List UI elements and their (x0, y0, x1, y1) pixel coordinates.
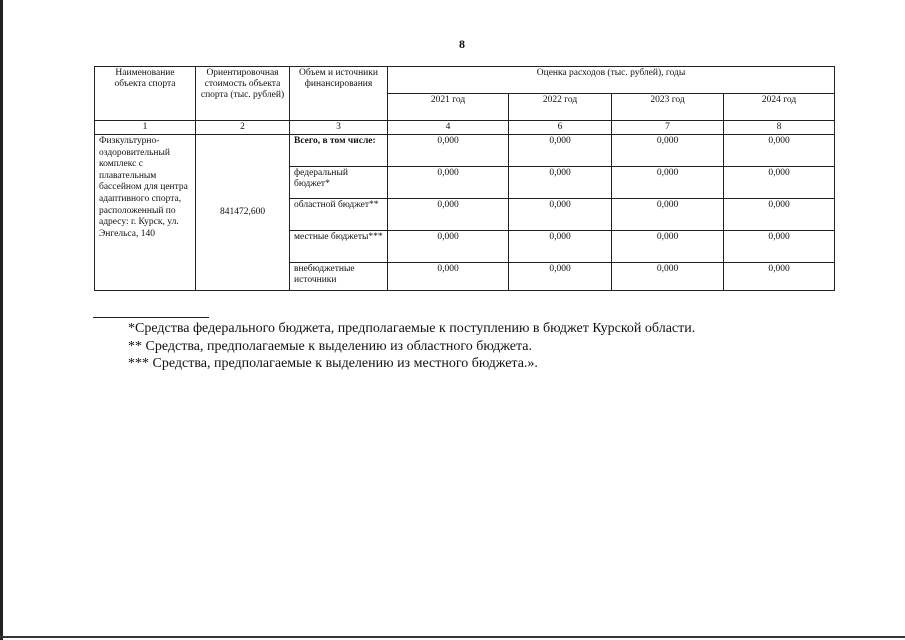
header-year: 2022 год (509, 94, 612, 121)
footnote-separator (93, 317, 209, 318)
value-cell: 0,000 (388, 135, 509, 167)
source-local: местные бюджеты*** (290, 231, 388, 263)
column-number: 2 (196, 121, 290, 135)
value-cell: 0,000 (388, 231, 509, 263)
header-year: 2021 год (388, 94, 509, 121)
value-cell: 0,000 (724, 231, 835, 263)
value-cell: 0,000 (509, 263, 612, 291)
column-number: 3 (290, 121, 388, 135)
value-cell: 0,000 (612, 199, 724, 231)
value-cell: 0,000 (509, 135, 612, 167)
header-year: 2023 год (612, 94, 724, 121)
page-number: 8 (459, 37, 465, 51)
column-number-row (95, 121, 835, 135)
column-number: 1 (95, 121, 196, 135)
value-cell: 0,000 (509, 199, 612, 231)
value-cell: 0,000 (724, 263, 835, 291)
footnotes (128, 320, 828, 373)
value-cell: 0,000 (612, 135, 724, 167)
header-financing: Объем и источники финансирования (290, 67, 388, 121)
value-cell: 0,000 (724, 199, 835, 231)
column-number: 8 (724, 121, 835, 135)
scan-bottom-edge (0, 636, 905, 638)
object-cost-cell: 841472,600 (196, 135, 290, 291)
column-number: 6 (509, 121, 612, 135)
column-number: 7 (612, 121, 724, 135)
header-object-name: Наименование объекта спорта (95, 67, 196, 121)
footnote-federal: *Средства федерального бюджета, предполагаемые к поступлению в бюджет Курской области. (128, 321, 696, 336)
object-name-cell: Физкультурно-оздоровительный комплекс с плавательным бассейном для центра адаптивного спорта, расположенный по адресу: г. Курск, ул. Энгельса, 140 (95, 135, 196, 291)
header-year: 2024 год (724, 94, 835, 121)
footnote-regional: ** Средства, предполагаемые к выделению из областного бюджета. (128, 338, 532, 354)
value-cell: 0,000 (388, 199, 509, 231)
value-cell: 0,000 (509, 167, 612, 199)
scan-left-edge (0, 0, 3, 640)
value-cell: 0,000 (612, 263, 724, 291)
value-cell: 0,000 (724, 135, 835, 167)
source-federal: федеральный бюджет* (290, 167, 388, 199)
budget-table (94, 66, 835, 291)
header-expense-estimate: Оценка расходов (тыс. рублей), годы (388, 67, 835, 94)
source-regional: областной бюджет** (290, 199, 388, 231)
value-cell: 0,000 (388, 263, 509, 291)
source-total: Всего, в том числе: (290, 135, 388, 167)
source-extrabudgetary: внебюджетные источники (290, 263, 388, 291)
value-cell: 0,000 (612, 167, 724, 199)
header-cost: Ориентировочная стоимость объекта спорта (тыс. рублей) (196, 67, 290, 121)
column-number: 4 (388, 121, 509, 135)
value-cell: 0,000 (724, 167, 835, 199)
value-cell: 0,000 (388, 167, 509, 199)
value-cell: 0,000 (509, 231, 612, 263)
table-row (95, 135, 835, 167)
footnote-local: *** Средства, предполагаемые к выделению из местного бюджета.». (128, 356, 538, 371)
value-cell: 0,000 (612, 231, 724, 263)
